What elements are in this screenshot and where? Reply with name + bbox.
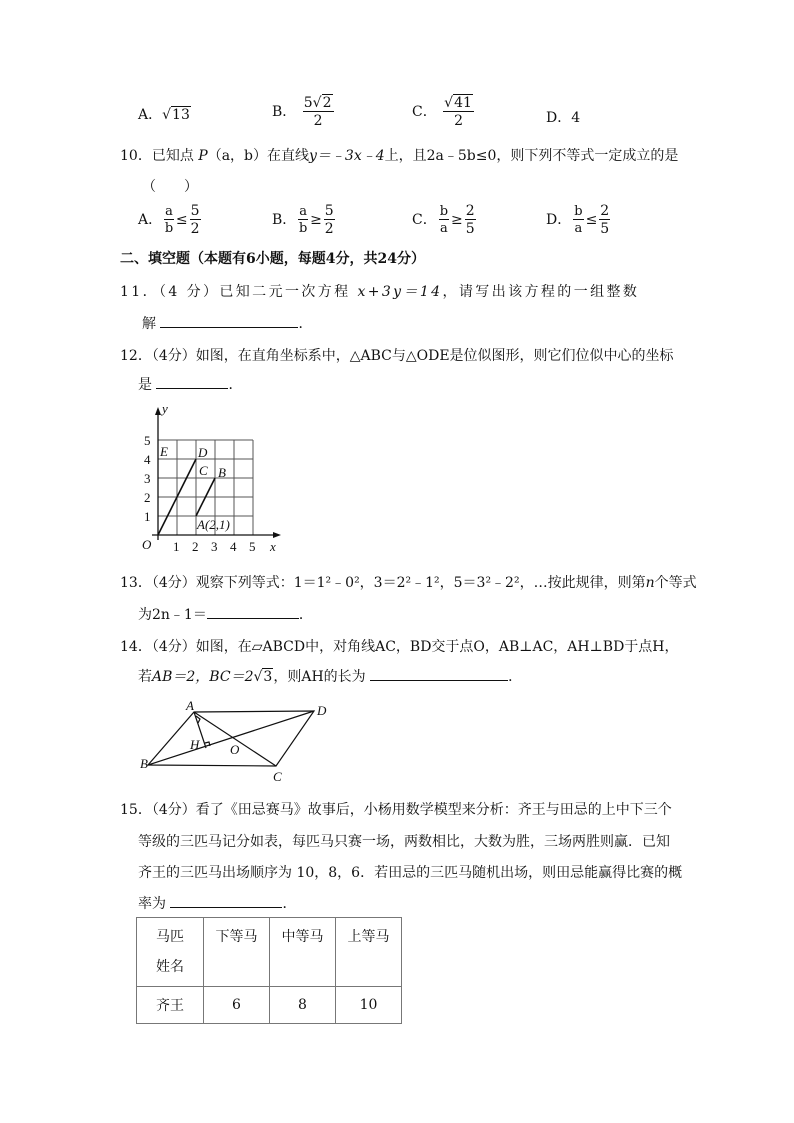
option-value: 4 [571, 110, 581, 126]
q10-option-c: C． $\frac{b}{a}$ ≥ $\frac{2}{5}$ [412, 203, 475, 237]
y-tick: 5 [144, 433, 151, 448]
option-label: A． [138, 212, 163, 228]
text: （a，b） [207, 148, 268, 164]
header-cell: 下等马 [204, 918, 270, 987]
x-tick: 5 [249, 539, 256, 554]
header-cell: 上等马 [336, 918, 402, 987]
point-c: C [199, 463, 208, 478]
q9-option-a [138, 104, 191, 124]
q15-line3: 齐王的三匹马出场顺序为 10，8，6．若田忌的三匹马随机出场，则田忌能赢得比赛的概 [138, 865, 683, 881]
point-b: B [218, 465, 226, 480]
q10-stem [120, 145, 678, 165]
text: 在直线 [267, 148, 310, 164]
equation: 2n﹣1＝ [152, 607, 207, 623]
line-equation: y＝﹣3x﹣4 [309, 148, 385, 164]
section-title: 二、填空题（本题有6小题，每题4分，共24分） [120, 251, 425, 267]
q15-line2: 等级的三匹马记分如表，每匹马只赛一场，两数相比，大数为胜，三场两胜则赢．已知 [138, 834, 670, 850]
q13-answer-line [138, 604, 313, 624]
text: 姓名 [156, 959, 184, 975]
text: ． [508, 669, 523, 685]
text: ，则AH的长为 [273, 669, 366, 685]
question-number: 12． [120, 348, 152, 364]
point-d: D [198, 445, 208, 460]
sqrt-13: √13 [162, 107, 190, 123]
option-label: B． [272, 104, 297, 120]
text: （4 分）已知二元一次方程 [159, 284, 351, 300]
label-h: H [190, 737, 200, 752]
text: 已知点 [151, 148, 194, 164]
answer-blank[interactable] [170, 895, 282, 908]
horse-score-table [136, 917, 402, 1024]
option-label: B． [272, 212, 297, 228]
y-axis-label: y [162, 405, 168, 416]
text: 率为 [138, 896, 166, 912]
option-label: C． [412, 212, 437, 228]
q14-stem [120, 636, 679, 656]
text: ． [228, 377, 243, 393]
y-tick: 3 [144, 471, 151, 486]
condition: 2a﹣5b≤0 [426, 148, 497, 164]
text: 为 [138, 607, 152, 623]
q10-option-a: A． $\frac{a}{b}$ ≤ $\frac{5}{2}$ [138, 203, 200, 237]
label-b: B [140, 756, 148, 771]
text: ． [298, 607, 313, 623]
value-cell: 6 [204, 987, 270, 1024]
text: 解 [142, 316, 156, 332]
y-tick: 2 [144, 490, 151, 505]
text: ，请写出该方程的一组整数 [442, 284, 640, 300]
x-axis-label: x [270, 539, 276, 554]
header-cell-name [137, 918, 204, 987]
row-name-cell: 齐王 [137, 987, 204, 1024]
text: 是 [138, 377, 152, 393]
q11-stem [120, 281, 639, 301]
q10-paren: （ ） [142, 179, 198, 195]
y-tick: 1 [144, 509, 151, 524]
option-label: D． [546, 212, 572, 228]
label-c: C [273, 769, 282, 784]
diagonal-ac [194, 712, 276, 766]
question-number: 13． [120, 575, 152, 591]
option-label: A． [138, 107, 163, 123]
q15-line1 [120, 799, 672, 819]
fraction-b: $\frac{5√2}{2}$ [303, 95, 332, 129]
label-a: A [186, 698, 194, 713]
point-a: A(2,1) [197, 517, 230, 532]
fraction-c: $\frac{√41}{2}$ [444, 95, 472, 129]
y-tick: 4 [144, 452, 151, 467]
label-o: O [230, 742, 240, 757]
text: ． [298, 316, 313, 332]
value-cell: 10 [336, 987, 402, 1024]
header-cell: 中等马 [270, 918, 336, 987]
q10-option-d: D． $\frac{b}{a}$ ≤ $\frac{2}{5}$ [546, 203, 610, 237]
x-tick: 1 [173, 539, 180, 554]
q15-answer-line [138, 893, 296, 913]
variable-n: n [645, 575, 655, 591]
text: 马匹 [156, 929, 184, 945]
q9-option-d [546, 107, 580, 127]
text: 上，且 [384, 148, 427, 164]
coordinate-graph [136, 405, 286, 555]
point-e: E [160, 444, 168, 459]
answer-blank[interactable] [160, 315, 298, 328]
x-tick: 4 [230, 539, 237, 554]
answer-blank[interactable] [156, 376, 228, 389]
question-number: 10． [120, 148, 152, 164]
question-number: 11． [120, 284, 160, 300]
q9-option-c [412, 96, 476, 128]
option-label: D． [546, 110, 572, 126]
text: 个等式 [654, 575, 697, 591]
question-number: 15． [120, 802, 152, 818]
option-label: C． [412, 104, 437, 120]
q11-answer-line [142, 313, 312, 333]
q12-answer-line [138, 374, 242, 394]
text: （4分）看了《田忌赛马》故事后，小杨用数学模型来分析：齐王与田忌的上中下三个 [151, 802, 672, 818]
text: ，则下列不等式一定成立的是 [496, 148, 679, 164]
text: （4分）观察下列等式：1＝1²﹣0²，3＝2²﹣1²，5＝3²﹣2²，…按此规律，则第 [151, 575, 646, 591]
text: （4分）如图，在直角坐标系中，△ABC与△ODE是位似图形，则它们位似中心的坐标 [151, 348, 674, 364]
value-cell: 8 [270, 987, 336, 1024]
text: （4分）如图，在▱ABCD中，对角线AC，BD交于点O，AB⊥AC，AH⊥BD于点H， [151, 639, 679, 655]
question-number: 14． [120, 639, 152, 655]
x-tick: 2 [192, 539, 199, 554]
q13-stem [120, 572, 697, 592]
given-lengths: AB＝2，BC＝2 [152, 669, 254, 685]
q10-option-b: B． $\frac{a}{b}$ ≥ $\frac{5}{2}$ [272, 203, 334, 237]
point-p: P [198, 148, 208, 164]
origin-label: O [142, 537, 152, 552]
parallelogram-figure [136, 697, 336, 787]
answer-blank[interactable] [207, 606, 299, 619]
text: ． [282, 896, 297, 912]
q12-stem [120, 345, 674, 365]
q14-answer-line: 若AB＝2，BC＝2√3，则AH的长为 ． [138, 669, 523, 685]
label-d: D [317, 703, 327, 718]
q9-option-b [272, 96, 336, 128]
x-tick: 3 [211, 539, 218, 554]
text: 若 [138, 669, 152, 685]
answer-blank[interactable] [370, 668, 508, 681]
equation: x+3y＝14 [357, 284, 443, 300]
